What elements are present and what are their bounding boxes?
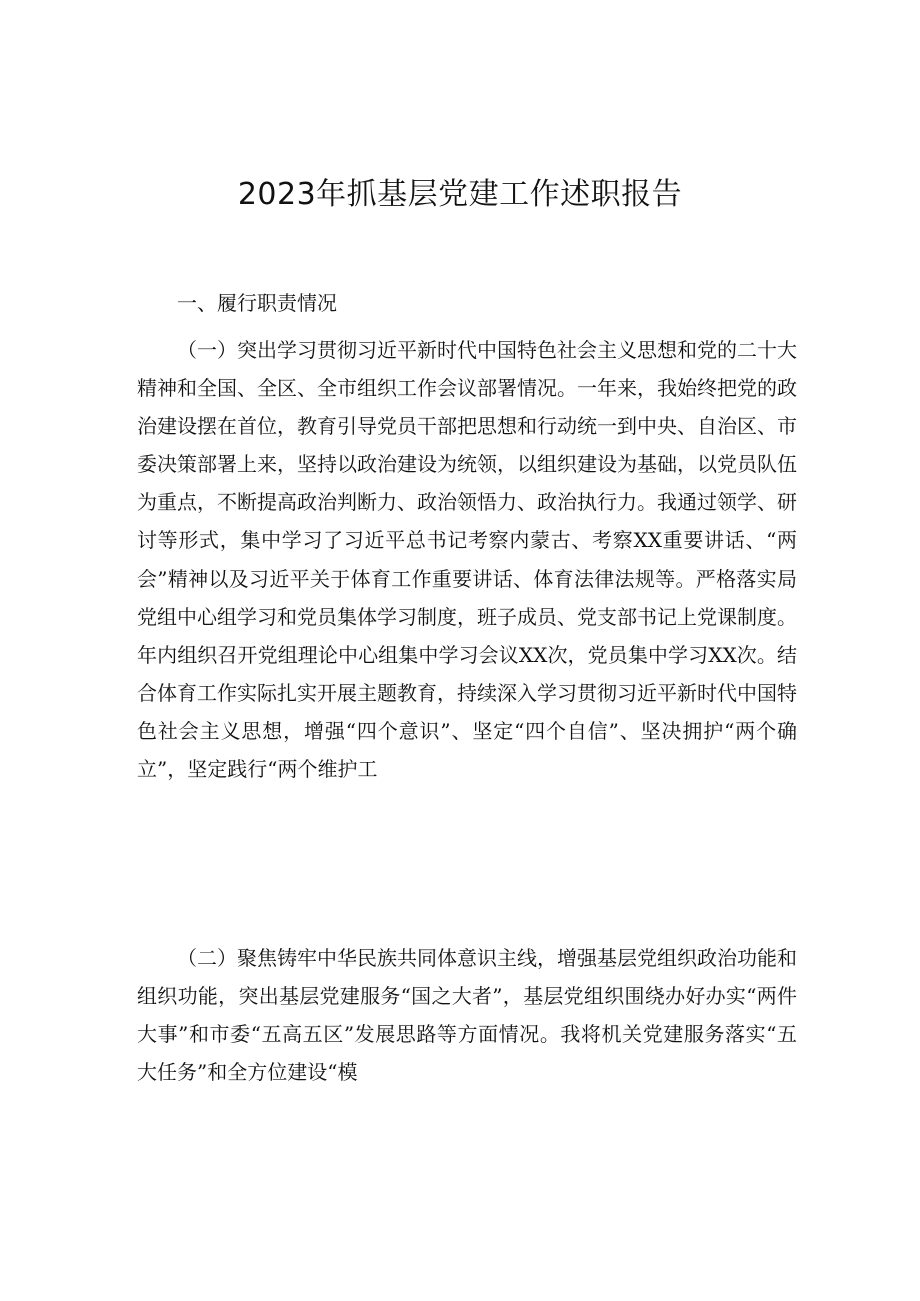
section-heading: 一、履行职责情况 xyxy=(177,291,337,315)
paragraph-2: （二）聚焦铸牢中华民族共同体意识主线，增强基层党组织政治功能和组织功能，突出基层党建服务“国之大者”，基层党组织围绕办好办实“两件大事”和市委“五高五区”发展思路等方面情况。我将机关党建服务落实“五大任务”和全方位建设“模 xyxy=(137,946,797,1085)
paragraph-1: （一）突出学习贯彻习近平新时代中国特色社会主义思想和党的二十大精神和全国、全区、全市组织工作会议部署情况。一年来，我始终把党的政治建设摆在首位，教育引导党员干部把思想和行动统一到中央、自治区、市委决策部署上来，坚持以政治建设为统领，以组织建设为基础，以党员队伍为重点，不断提高政治判断力、政治领悟力、政治执行力。我通过领学、研讨等形式，集中学习了习近平总书记考察内蒙古、考察XX重要讲话、“两会”精神以及习近平关于体育工作重要讲话、体育法律法规等。严格落实局党组中心组学习和党员集体学习制度，班子成员、党支部书记上党课制度。年内组织召开党组理论中心组集中学习会议XX次，党员集中学习XX次。结合体育工作实际扎实开展主题教育，持续深入学习贯彻习近平新时代中国特色社会主义思想，增强“四个意识”、坚定“四个自信”、坚决拥护“两个确立”，坚定践行“两个维护工 xyxy=(137,338,797,782)
document-title: 2023年抓基层党建工作述职报告 xyxy=(237,177,683,212)
